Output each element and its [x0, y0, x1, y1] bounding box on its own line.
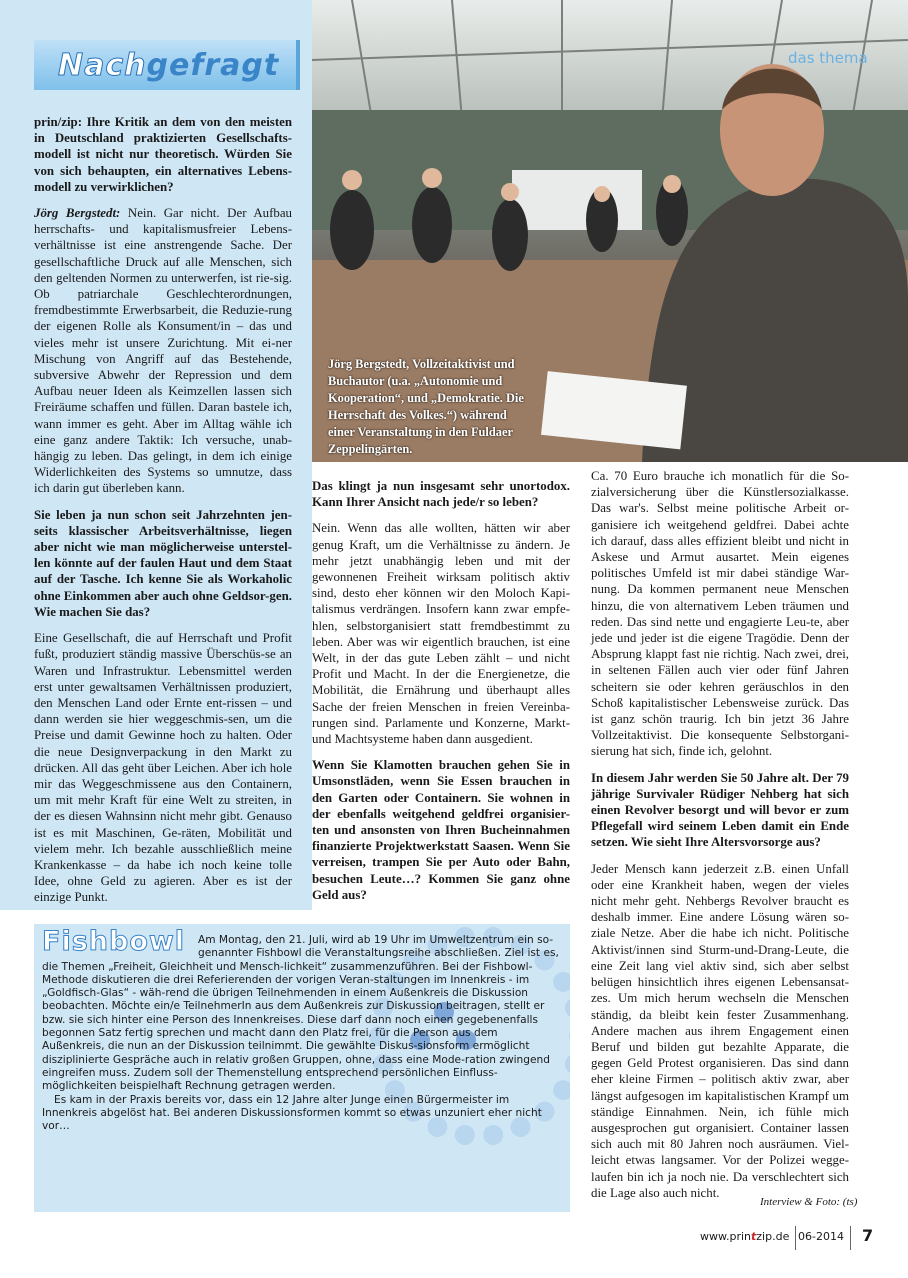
interview-question — [34, 114, 292, 195]
page-number: 7 — [862, 1226, 874, 1245]
column-middle — [312, 478, 570, 913]
paragraph-text: Jeder Mensch kann jederzeit z.B. einen Unfall oder eine Krankheit haben, wegen der vieles nicht mehr geht. Nehbergs Revolver braucht es deshalb immer. Eine andere Lösung wären so-ziale Netze. Aber die habe ich nicht. Politische Aktivist/innen sind Sturm-und-Drang-Leute, die eine Zeit lang viel aktiv sind, sich aber selbst belügen hinsichtlich ihres eigenen Lebensansat-zes. Um mich herum wechseln die Menschen ständig, da bleibt kein fester Zusammenhang. Andere machen aus ihrem Engagement einen Beruf und bilden gut bezahlte Apparate, die gegen Geld Protest organisieren. Das sind dann eher kleine Firmen – politisch aktiv zwar, aber längst aufgesogen im kapitalistischen Krampf um ständige Einnahmen. Nein, ich fühle mich ausgesprochen gut organisiert. Container lassen sich auch mit 80 Jahren noch ausräumen. Viel-leicht etwas langsamer. Vor der Polizei wegge-laufen bin ich ja noch nie. Da verschlechtert sich die Lage also auch nicht. — [591, 861, 849, 1200]
column-left — [34, 114, 292, 916]
photo-caption: Jörg Bergstedt, Vollzeitaktivist und Buchautor (u.a. „Autonomie und Kooperation“, und „Demokratie. Die Herrschaft des Volkes.“) während einer Veranstaltung in den Fuldaer Zeppelingärten. — [328, 357, 524, 456]
footer-separator — [795, 1226, 796, 1250]
interview-answer — [591, 861, 849, 1201]
paragraph-text: In diesem Jahr werden Sie 50 Jahre alt. Der 79 jährige Survivaler Rüdiger Nehberg hat sich einen Revolver besorgt und will bevor er zum Pflegefall wird seinem Leben damit ein Ende setzen. Wie sieht Ihre Altersvorsorge aus? — [591, 770, 849, 850]
column-right — [591, 468, 849, 1211]
footer-url[interactable]: www.printzip.de — [700, 1230, 790, 1243]
paragraph-text: Wenn Sie Klamotten brauchen gehen Sie in Umsonstläden, wenn Sie Essen brauchen in den Garten oder Containern. Sie wohnen in der ebenfalls weitgehend geldfrei organisier-ten und ansonsten von Ihren Bucheinnahmen finanzierte Projektwerkstatt Saasen. Wenn Sie verreisen, trampen Sie per Auto oder Bahn, besuchen Leute…? Kommen Sie ganz ohne Geld aus? — [312, 758, 570, 902]
interview-answer — [591, 468, 849, 760]
paragraph-text: Nein. Gar nicht. Der Aufbau herrschafts- und kapitalismusfreier Lebens-verhältnisse ist eine anstrengende Sache. Der gesellschaftliche Druck auf alle Menschen, sich den geltenden Normen zu unterwerfen, ist rie-sig. Ob patriarchale Geschlechterordnungen, fremdbestimmte Erwerbsarbeit, die Reduzie-rung der eigenen Rolle als Konsument/in – das und vieles mehr ist unsere Zurichtung. Mit ei-ner Mischung von Angriff auf das Bestehende, subversive Abwehr der Repression und dem Aufbau neuer Ideen als Keimzellen lassen sich Freiräume schaffen und füllen. Daran bastele ich, wann immer es geht. Aber im Alltag wähle ich eine ganz andere Taktik: Ich versuche, unab-hängig zu leben. Das gelingt, in dem ich einige Widerlichkeiten des Systems so umnutze, dass ich darin gut überleben kann. — [34, 206, 292, 496]
interview-question — [312, 757, 570, 903]
paragraph-text: Eine Gesellschaft, die auf Herrschaft und Profit fußt, produziert ständig massive Überschüs-se an Waren und Infrastruktur. Lebensmittel werden erst unter gewaltsamen Verhältnissen produziert, den Menschen Land oder Ernte ent-rissen – und dann werden sie hier weggeschmis-sen, um die Preise und damit Gewinne hoch zu halten. Oder die neue Designverpackung in den Markt zu drücken. All das geht über Leichen. Aber ich hole mir das Weggeschmissene aus den Containern, um mit mehr Kraft für eine Welt zu streiten, in der es diesen Wahnsinn nicht mehr gibt. Genauso ist es mit Maschinen, Ge-räten, Mobilität und vielem mehr. Ich bezahle ausschließlich meine Krankenkasse – da habe ich noch keine tolle Idee, ohne Geld zu agieren. Aber es ist der einzige Punkt. — [34, 631, 292, 905]
interview-question — [591, 770, 849, 851]
interview-answer — [34, 630, 292, 905]
section-tag: das thema — [788, 49, 868, 67]
paragraph-text: Das klingt ja nun insgesamt sehr unortodox. Kann Ihrer Ansicht nach jede/r so leben? — [312, 479, 570, 510]
fishbowl-title: Fishbowl — [42, 926, 186, 957]
paragraph-text: prin/zip: Ihre Kritik an dem von den meisten in Deutschland praktizierten Gesellschafts-modell ist nicht nur theoretisch. Würden Sie von sich behaupten, ein alternatives Lebens-modell zu verwirklichen? — [34, 115, 292, 194]
fishbowl-paragraph-2: Es kam in der Praxis bereits vor, dass ein 12 Jahre alter Junge einen Bürgermeister im Innenkreis abgelöst hat. Bei anderen Diskussionsformen kommt so etwas unzuniert eher nicht vor… — [42, 1093, 542, 1133]
interview-credit: Interview & Foto: (ts) — [760, 1196, 858, 1208]
interview-answer — [312, 520, 570, 747]
fishbowl-dot — [565, 998, 570, 1018]
footer-separator — [850, 1226, 851, 1250]
speaker-name: Jörg Bergstedt: — [34, 206, 121, 221]
headline — [58, 48, 279, 83]
headline-part1: Nach — [58, 48, 147, 83]
headline-part2: gefragt — [146, 48, 280, 83]
fishbowl-paragraph-1: Am Montag, den 21. Juli, wird ab 19 Uhr im Umweltzentrum ein so-genannter Fishbowl die Veranstaltungsreihe abschließen. Ziel ist es, die Themen „Freiheit, Gleichheit und Mensch-lichkeit“ zusammenzuführen. Bei der Fishbowl-Methode diskutieren die drei Referierenden der vorigen Veran-staltungen im Innenkreis - im „Goldfisch-Glas“ - wäh-rend die übrigen Teilnehmenden in einem Außenkreis die Diskussion beobachten. Möchte ein/e TeilnehmerIn aus dem Außenkreis zur Diskussion beitragen, stellt er bzw. sie sich hinter eine Person des Innenkreises. Diese darf dann noch einen gegebenenfalls begonnen Satz fertig sprechen und macht dann den Platz frei, für die Person aus dem Außenkreis, die nun an der Diskussion teilnimmt. Die gewählte Diskus-sionsform ermöglicht disziplinierte Gespräche auch in relativ großen Gruppen, ohne, dass eine Mode-ration zwingend eingreifen muss. Zudem soll der Themenstellung entsprechend persönlichen Einfluss-möglichkeiten beispielhaft Rechnung getragen werden. — [42, 934, 559, 1093]
footer-issue: 06-2014 — [798, 1230, 844, 1243]
fishbowl-dot — [565, 1054, 570, 1074]
fishbowl-dot — [569, 1026, 570, 1046]
interview-question — [312, 478, 570, 510]
paragraph-text: Sie leben ja nun schon seit Jahrzehnten jen-seits klassischer Arbeitsverhältnisse, liegen aber nicht wie man möglicherweise unterstel-len könnte auf der faulen Haut und dem Staat auf der Tasche. Ich kenne Sie als Workaholic ohne Einkommen aber auch ohne Geldsor-gen. Wie machen Sie das? — [34, 507, 292, 619]
interview-answer — [34, 205, 292, 497]
paragraph-text: Nein. Wenn das alle wollten, hätten wir aber genug Kraft, um die Verhältnisse zu ändern. Je mehr jetzt unabhängig leben und mit der gewonnenen Freiheit wirksam politisch aktiv sind, desto eher können wir den Moloch Kapi-talismus verdrängen. Insofern kann zwar empfe-hlen, selbstorganisiert statt fremdbestimmt zu leben. Aber was wir eigentlich brauchen, ist eine Welt, in der das gute Leben zählt – und nicht Profit und Macht. In der die Energienetze, die Mobilität, die Ernährung und überhaupt alles Sache der freien Menschen in freien Vereinba-rungen sind. Parlamente und Konzerne, Markt- und Machtsysteme haben dann ausgedient. — [312, 521, 570, 747]
paragraph-text: Ca. 70 Euro brauche ich monatlich für die So-zialversicherung über die Künstlersozialkasse. Das war's. Selbst meine politische Arbeit or-ganisiere ich weitgehend geldfrei. Dabei achte ich darauf, dass alles effizient bleibt und nicht in Askese und Armut ausartet. Mein eigenes politisches Umfeld ist mir dabei ständige War-nung. Da kommen permanent neue Menschen hinzu, die von alternativem Leben träumen und reden. Das sind nette und engagierte Leu-te, aber jede und jeder ist die eigene Tragödie. Denn der Absprung klappt fast nie richtig. Nach zwei, drei, in seltenen Fällen auch vier oder fünf Jahren scheitern sie oder kehren geräuschlos in den Schoß kapitalistischer Lebensweise zurück. Das ist ganz schön traurig. Ich bin jetzt 36 Jahre Vollzeitaktivist. Die konsequente Selbstorgani-sierung hat sich, finde ich, gelohnt. — [591, 469, 849, 759]
fishbowl-text — [42, 934, 560, 1133]
interview-question — [34, 507, 292, 620]
